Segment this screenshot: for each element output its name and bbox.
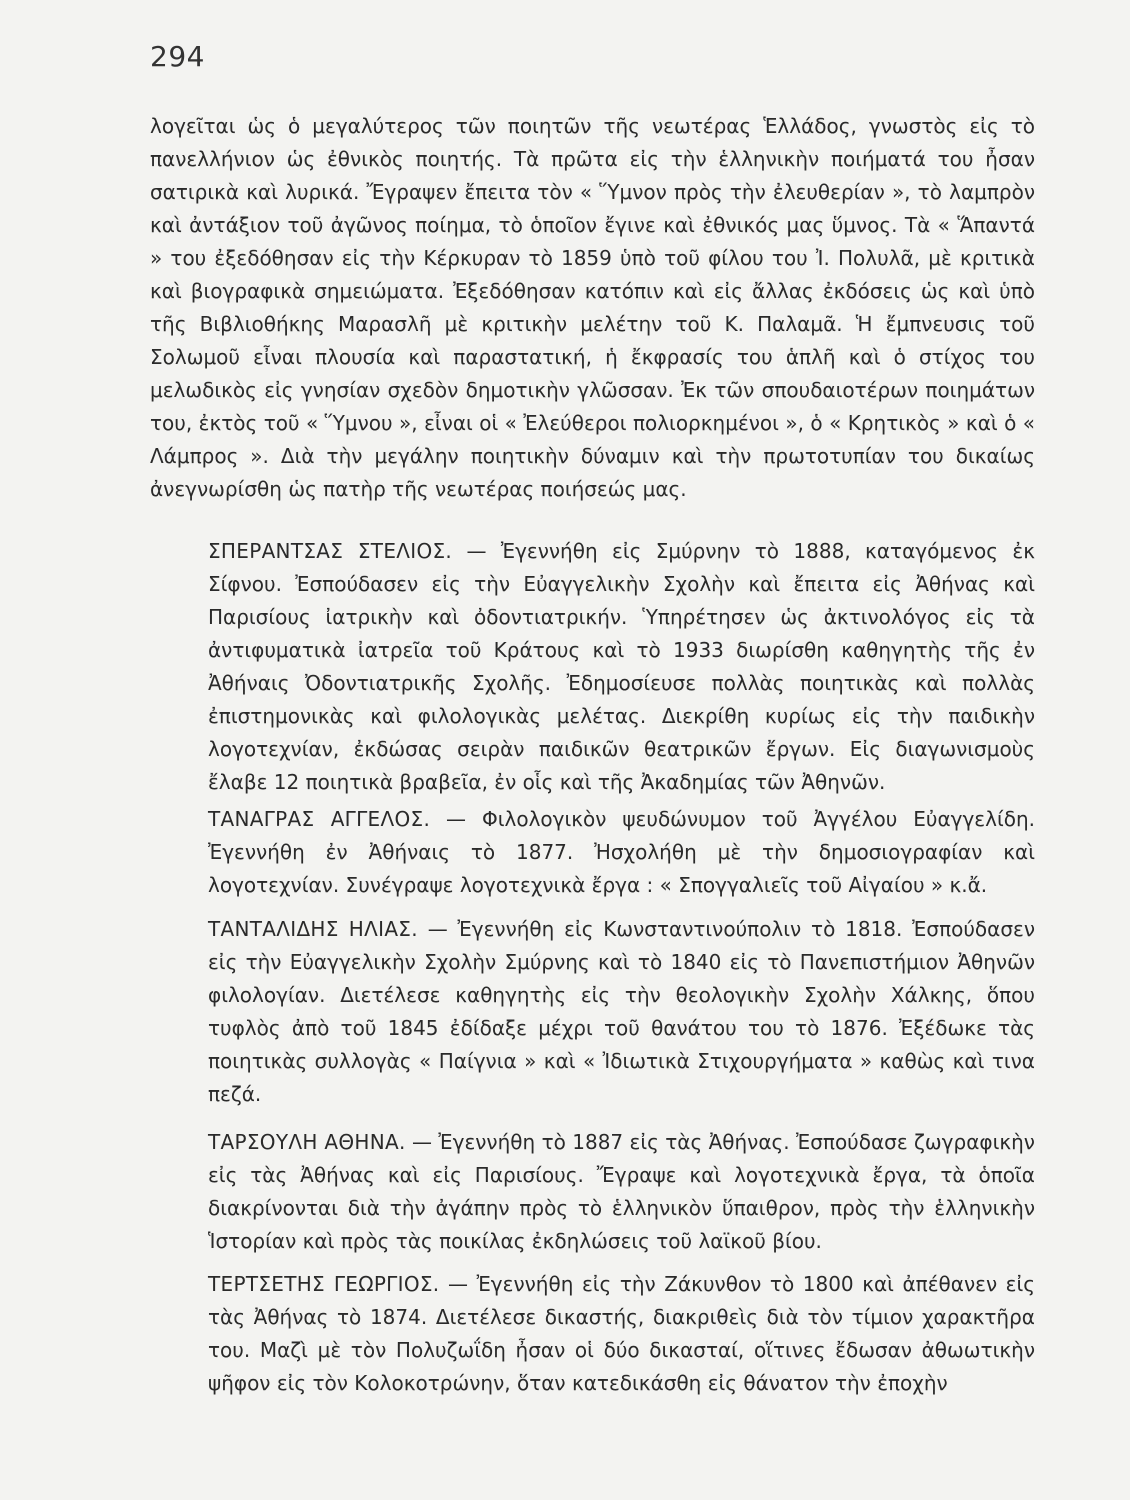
entry-text: — Ἐγεννήθη εἰς Σμύρνην τὸ 1888, καταγόμενος ἐκ Σίφνου. Ἐσπούδασεν εἰς τὴν Εὐαγγελικὴν Σχολὴν καὶ ἔπειτα εἰς Ἀθήνας καὶ Παρισίους ἰατρικὴν καὶ ὀδοντιατρικήν. Ὑπηρέτησεν ὡς ἀκτινολόγος εἰς τὰ ἀντιφυματικὰ ἰατρεῖα τοῦ Κράτους καὶ τὸ 1933 διωρίσθη καθηγητὴς τῆς ἐν Ἀθήναις Ὀδοντιατρικῆς Σχολῆς. Ἐδημοσίευσε πολλὰς ποιητικὰς καὶ πολλὰς ἐπιστημονικὰς καὶ φιλολογικὰς μελέτας. Διεκρίθη κυρίως εἰς τὴν παιδικὴν λογοτεχνίαν, ἐκδώσας σειρὰν παιδικῶν θεατρικῶν ἔργων. Εἰς διαγωνισμοὺς ἔλαβε 12 ποιητικὰ βραβεῖα, ἐν οἷς καὶ τῆς Ἀκαδημίας τῶν Ἀθηνῶν.	[208, 539, 1035, 794]
page-number: 294	[150, 40, 205, 73]
entry-text: — Ἐγεννήθη τὸ 1887 εἰς τὰς Ἀθήνας. Ἐσπούδασε ζωγραφικὴν εἰς τὰς Ἀθήνας καὶ εἰς Παρισίους. Ἔγραψε καὶ λογοτεχνικὰ ἔργα, τὰ ὁποῖα διακρίνονται διὰ τὴν ἀγάπην πρὸς τὸ ἑλληνικὸν ὕπαιθρον, πρὸς τὴν ἑλληνικὴν Ἱστορίαν καὶ πρὸς τὰς ποικίλας ἐκδηλώσεις τοῦ λαϊκοῦ βίου.	[208, 1130, 1035, 1253]
entry-tarsouli	[150, 1126, 1035, 1258]
intro-paragraph: λογεῖται ὡς ὁ μεγαλύτερος τῶν ποιητῶν τῆς νεωτέρας Ἑλλάδος, γνωστὸς εἰς τὸ πανελλήνιον ὡς ἐθνικὸς ποιητής. Τὰ πρῶτα εἰς τὴν ἑλληνικὴν ποιήματά του ἦσαν σατιρικὰ καὶ λυρικά. Ἔγραψεν ἔπειτα τὸν « Ὕμνον πρὸς τὴν ἐλευθερίαν », τὸ λαμπρὸν καὶ ἀντάξιον τοῦ ἀγῶνος ποίημα, τὸ ὁποῖον ἔγινε καὶ ἐθνικός μας ὕμνος. Τὰ « Ἅπαντά » του ἐξεδόθησαν εἰς τὴν Κέρκυραν τὸ 1859 ὑπὸ τοῦ φίλου του Ἰ. Πολυλᾶ, μὲ κριτικὰ καὶ βιογραφικὰ σημειώματα. Ἐξεδόθησαν κατόπιν καὶ εἰς ἄλλας ἐκδόσεις ὡς καὶ ὑπὸ τῆς Βιβλιοθήκης Μαρασλῆ μὲ κριτικὴν μελέτην τοῦ Κ. Παλαμᾶ. Ἡ ἔμπνευσις τοῦ Σολωμοῦ εἶναι πλουσία καὶ παραστατική, ἡ ἔκφρασίς του ἁπλῆ καὶ ὁ στίχος του μελωδικὸς εἰς γνησίαν σχεδὸν δημοτικὴν γλῶσσαν. Ἐκ τῶν σπουδαιοτέρων ποιημάτων του, ἐκτὸς τοῦ « Ὕμνου », εἶναι οἱ « Ἐλεύθεροι πολιορκημένοι », ὁ « Κρητικὸς » καὶ ὁ « Λάμπρος ». Διὰ τὴν μεγάλην ποιητικὴν δύναμιν καὶ τὴν πρωτοτυπίαν του δικαίως ἀνεγνωρίσθη ὡς πατὴρ τῆς νεωτέρας ποιήσεώς μας.	[150, 114, 1035, 501]
entry-text: — Ἐγεννήθη εἰς Κωνσταντινούπολιν τὸ 1818. Ἐσπούδασεν εἰς τὴν Εὐαγγελικὴν Σχολὴν Σμύρνης καὶ τὸ 1840 εἰς τὸ Πανεπιστήμιον Ἀθηνῶν φιλολογίαν. Διετέλεσε καθηγητὴς εἰς τὴν θεολογικὴν Σχολὴν Χάλκης, ὅπου τυφλὸς ἀπὸ τοῦ 1845 ἐδίδαξε μέχρι τοῦ θανάτου του τὸ 1876. Ἐξέδωκε τὰς ποιητικὰς συλλογὰς « Παίγνια » καὶ « Ἰδιωτικὰ Στιχουργήματα » καθὼς καὶ τινα πεζά.	[208, 917, 1035, 1106]
entry-heading: ΤΕΡΤΣΕΤΗΣ ΓΕΩΡΓΙΟΣ.	[208, 1272, 440, 1296]
entry-heading: ΣΠΕΡΑΝΤΣΑΣ ΣΤΕΛΙΟΣ.	[208, 539, 453, 563]
entry-tantalidis	[150, 913, 1035, 1111]
entry-tanagras	[150, 803, 1035, 902]
entry-heading: ΤΑΝΑΓΡΑΣ ΑΓΓΕΛΟΣ.	[208, 807, 431, 831]
entry-sperantsas	[150, 535, 1035, 799]
entry-heading: ΤΑΝΤΑΛΙΔΗΣ ΗΛΙΑΣ.	[208, 917, 418, 941]
entry-text: — Φιλολογικὸν ψευδώνυμον τοῦ Ἀγγέλου Εὐαγγελίδη. Ἐγεννήθη ἐν Ἀθήναις τὸ 1877. Ἠσχολήθη μὲ τὴν δημοσιογραφίαν καὶ λογοτεχνίαν. Συνέγραψε λογοτεχνικὰ ἔργα : « Σπογγαλιεῖς τοῦ Αἰγαίου » κ.ἄ.	[208, 807, 1035, 897]
entry-heading: ΤΑΡΣΟΥΛΗ ΑΘΗΝΑ.	[208, 1130, 406, 1154]
entry-text: — Ἐγεννήθη εἰς τὴν Ζάκυνθον τὸ 1800 καὶ ἀπέθανεν εἰς τὰς Ἀθήνας τὸ 1874. Διετέλεσε δικαστής, διακριθεὶς διὰ τὸν τίμιον χαρακτῆρα του. Μαζὶ μὲ τὸν Πολυζωΐδη ἦσαν οἱ δύο δικασταί, οἵτινες ἔδωσαν ἀθωωτικὴν ψῆφον εἰς τὸν Κολοκοτρώνην, ὅταν κατεδικάσθη εἰς θάνατον τὴν ἐποχὴν	[208, 1272, 1035, 1395]
entry-tertsetis	[150, 1268, 1035, 1400]
